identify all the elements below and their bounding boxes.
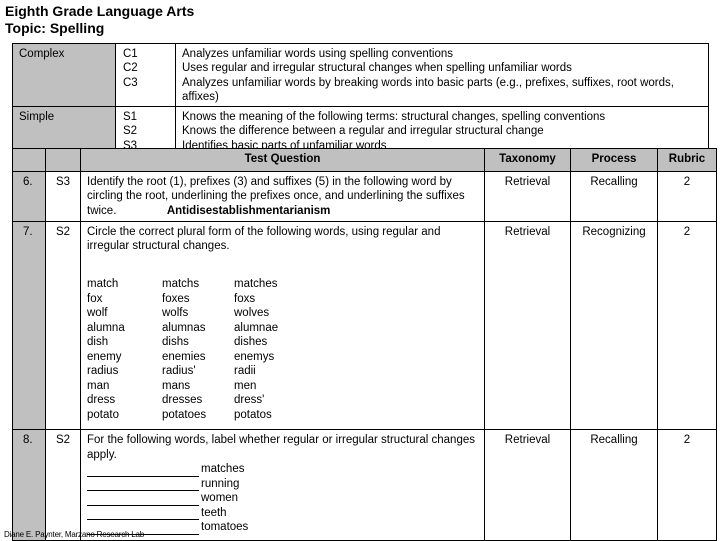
standard-descriptions: [176, 44, 709, 107]
answer-blank[interactable]: [87, 464, 199, 477]
word-choice[interactable]: dress: [87, 394, 116, 407]
word-choice[interactable]: alumnae: [234, 321, 279, 334]
question-prompt: Circle the correct plural form of the following words, using regular and irregular structural changes.: [87, 225, 441, 253]
answer-blank[interactable]: [87, 478, 199, 491]
standard-code: S2: [46, 430, 81, 540]
process: Recognizing: [571, 221, 658, 430]
question-prompt: For the following words, label whether regular or irregular structural changes apply.: [87, 434, 475, 461]
label-blank-row: [87, 491, 478, 506]
word-choice[interactable]: fox: [87, 292, 103, 305]
label-blank-row: [87, 477, 478, 492]
standards-row-complex: [13, 44, 709, 107]
standard-code: S1: [123, 111, 138, 124]
word-choice[interactable]: enemies: [162, 350, 206, 363]
word-choice[interactable]: mans: [162, 379, 191, 392]
header-test-question: Test Question: [81, 149, 485, 172]
question-number: 8.: [13, 430, 46, 540]
standards-table: [12, 43, 709, 156]
table-row: [13, 221, 717, 430]
word-choice[interactable]: radius': [162, 365, 196, 378]
standard-text: Analyzes unfamiliar words by breaking words into basic parts (e.g., prefixes, suffixes, root words, affixes): [182, 76, 674, 103]
word-choice[interactable]: men: [234, 379, 257, 392]
word-choice[interactable]: alumnas: [162, 321, 206, 334]
question-prompt: Identify the root (1), prefixes (3) and suffixes (5) in the following word by circling the root, underlining the prefixes once, and underlining the suffixes twice.: [87, 176, 465, 217]
rubric: 2: [658, 172, 717, 222]
process: Recalling: [571, 430, 658, 540]
taxonomy: Retrieval: [485, 430, 571, 540]
word-choice[interactable]: enemy: [87, 350, 122, 363]
label-blank-row: [87, 520, 478, 535]
standard-code: C1: [123, 48, 138, 60]
rubric: 2: [658, 430, 717, 540]
standard-code: S2: [123, 125, 138, 138]
standard-code: C2: [123, 62, 138, 75]
footer-credit: Diane E. Paynter, Marzano Research Lab: [4, 530, 145, 539]
label-word: tomatoes: [201, 521, 249, 534]
standard-text: Knows the difference between a regular and irregular structural change: [182, 125, 544, 138]
word-choice[interactable]: radius: [87, 365, 119, 378]
standard-code: S3: [123, 139, 138, 152]
level-label: Simple: [13, 107, 116, 156]
word-choice[interactable]: dishs: [162, 336, 189, 349]
label-blank-row: [87, 462, 478, 477]
label-blank-row: [87, 506, 478, 521]
word-choice[interactable]: wolf: [87, 307, 108, 320]
word-choice[interactable]: radii: [234, 365, 256, 378]
process: Recalling: [571, 172, 658, 222]
word-choice[interactable]: potatoes: [162, 408, 207, 421]
standard-codes: [116, 44, 176, 107]
standard-code: S3: [46, 172, 81, 222]
header-code: [46, 149, 81, 172]
answer-blank[interactable]: [87, 493, 199, 506]
table-row: [13, 430, 717, 540]
word-choice[interactable]: dish: [87, 336, 109, 349]
plural-choices-grid: [87, 277, 478, 422]
header-rubric: Rubric: [658, 149, 717, 172]
target-word: Antidisestablishmentarianism: [166, 204, 331, 217]
table-row: [13, 172, 717, 222]
header-number: [13, 149, 46, 172]
word-choice[interactable]: match: [87, 278, 119, 291]
word-choice[interactable]: foxes: [162, 292, 190, 305]
word-choice[interactable]: matchs: [162, 278, 200, 291]
taxonomy: Retrieval: [485, 221, 571, 430]
standard-text: Knows the meaning of the following terms: structural changes, spelling conventions: [182, 111, 606, 124]
word-choice[interactable]: dresses: [162, 394, 203, 407]
question-text: [81, 221, 485, 430]
word-choice[interactable]: dishes: [234, 336, 268, 349]
word-choice[interactable]: wolves: [234, 307, 270, 320]
taxonomy: Retrieval: [485, 172, 571, 222]
answer-blank[interactable]: [87, 507, 199, 520]
word-choice[interactable]: alumna: [87, 321, 125, 334]
standard-text: Uses regular and irregular structural changes when spelling unfamiliar words: [182, 62, 572, 75]
word-choice[interactable]: dress': [234, 394, 265, 407]
standard-code: S2: [46, 221, 81, 430]
word-choice[interactable]: potato: [87, 408, 119, 421]
page-title: Eighth Grade Language Arts: [5, 3, 195, 19]
question-number: 6.: [13, 172, 46, 222]
topic-heading: Topic: Spelling: [5, 20, 105, 36]
word-choice[interactable]: enemys: [234, 350, 275, 363]
word-choice[interactable]: matches: [234, 278, 278, 291]
header-process: Process: [571, 149, 658, 172]
word-choice[interactable]: wolfs: [162, 307, 189, 320]
word-choice[interactable]: potatos: [234, 408, 272, 421]
level-label: Complex: [13, 44, 116, 107]
document-header: [5, 3, 194, 37]
standard-text: Identifies basic parts of unfamiliar words: [182, 139, 387, 152]
questions-table: [12, 148, 717, 541]
header-taxonomy: Taxonomy: [485, 149, 571, 172]
question-number: 7.: [13, 221, 46, 430]
label-word: women: [201, 492, 239, 505]
label-word: teeth: [201, 506, 227, 519]
word-choice[interactable]: foxs: [234, 292, 256, 305]
standard-text: Analyzes unfamiliar words using spelling conventions: [182, 48, 454, 60]
table-header-row: [13, 149, 717, 172]
word-choice[interactable]: man: [87, 379, 110, 392]
label-word: running: [201, 477, 240, 490]
label-word: matches: [201, 463, 245, 476]
standard-code: C3: [123, 76, 138, 89]
rubric: 2: [658, 221, 717, 430]
question-text: [81, 430, 485, 540]
question-text: [81, 172, 485, 222]
